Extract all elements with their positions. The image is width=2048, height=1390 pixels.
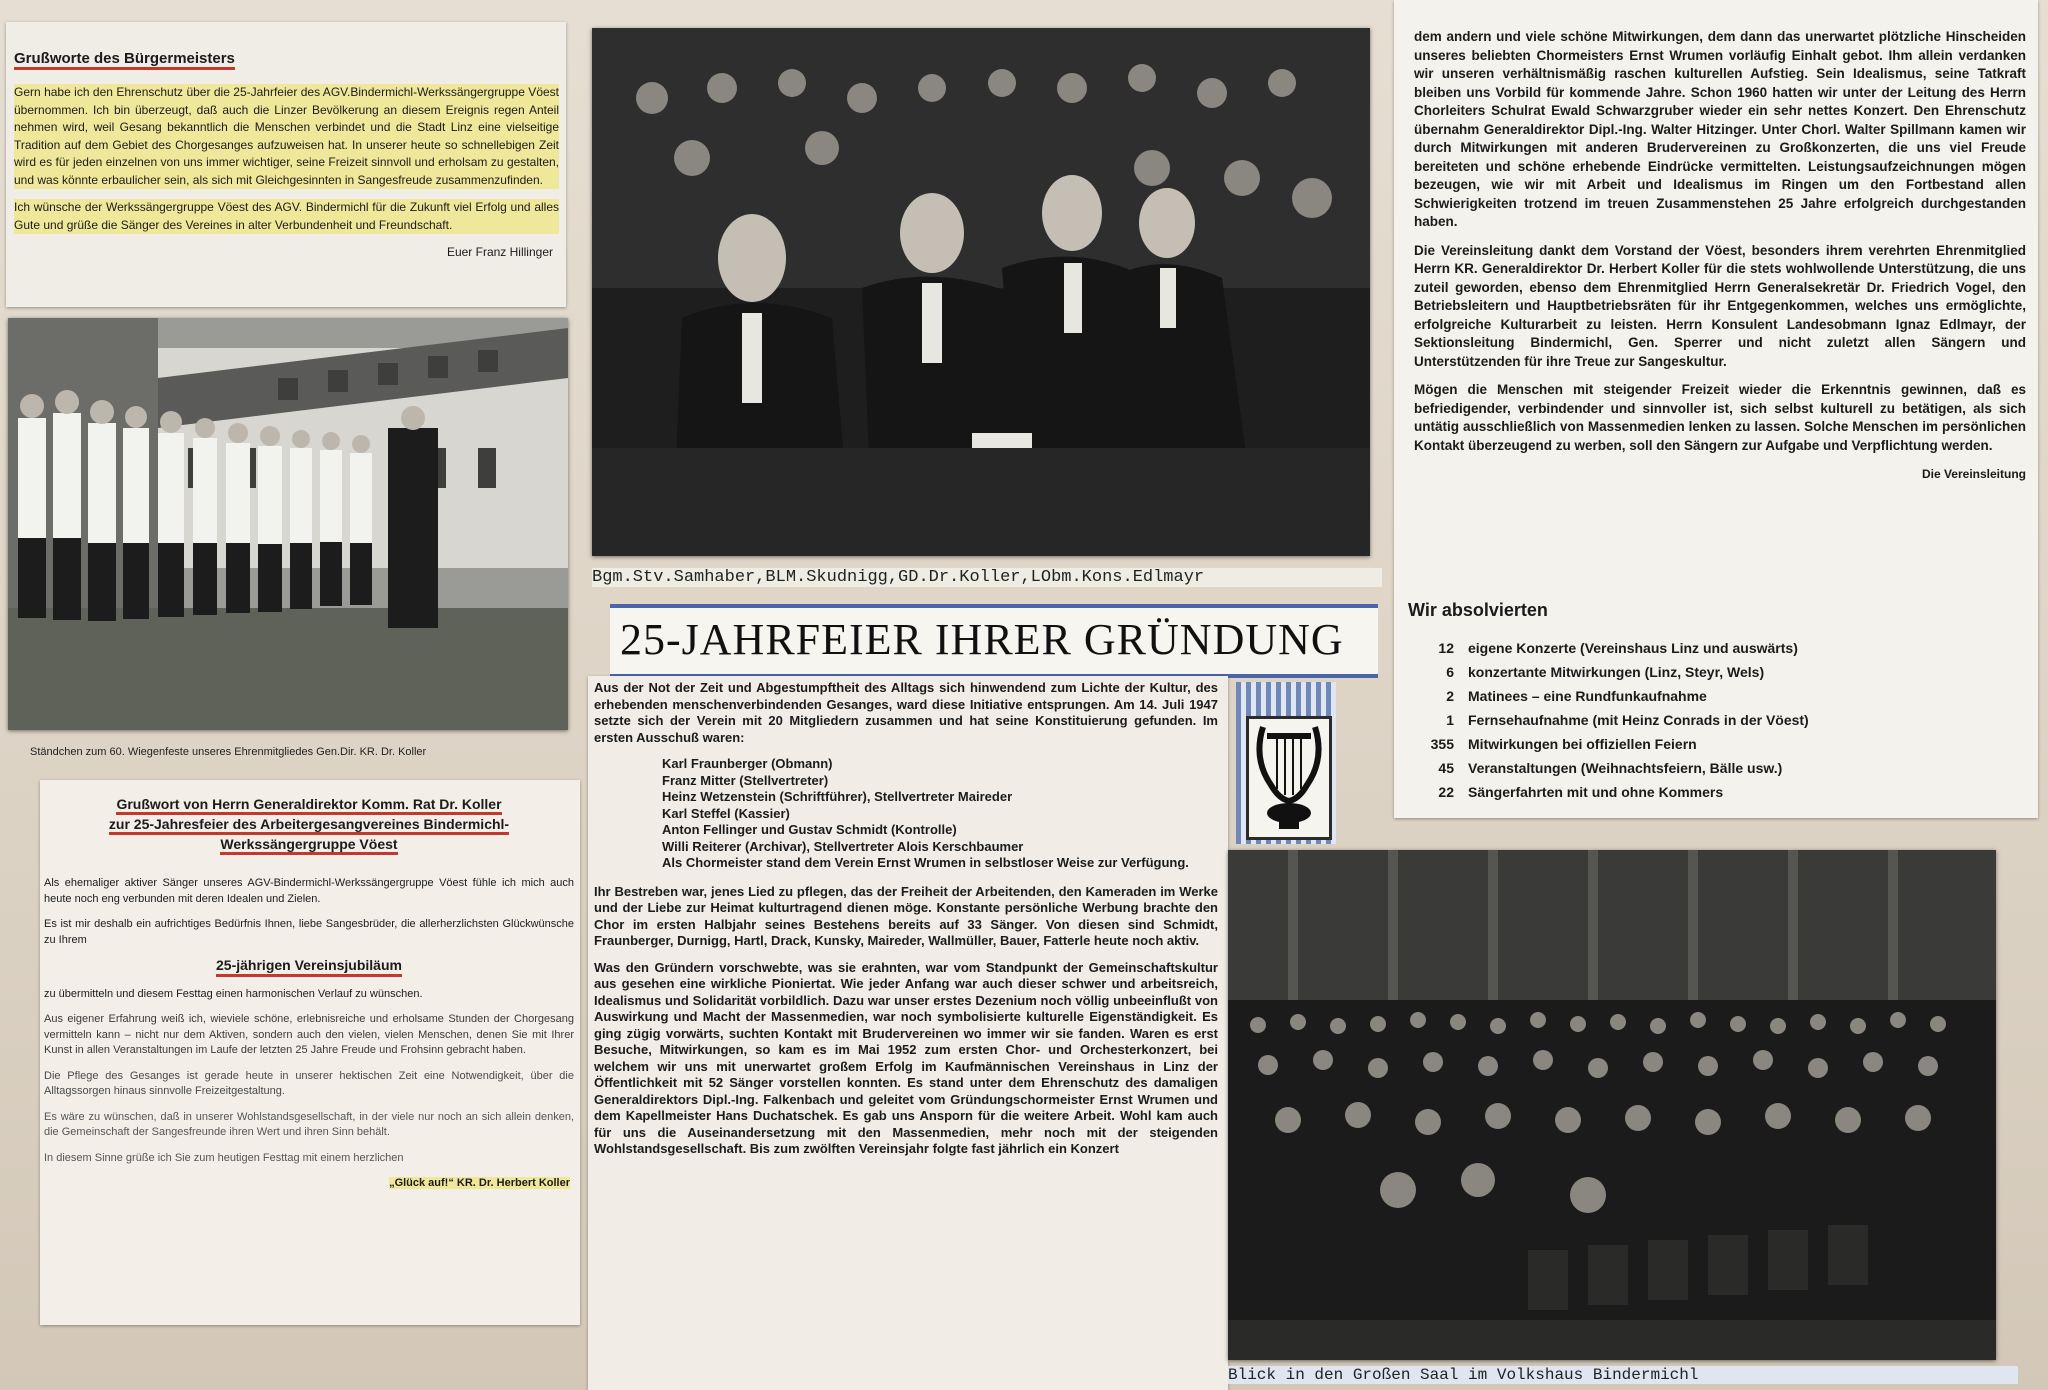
- right-paragraph-1: dem andern und viele schöne Mitwirkungen, dem dann das unerwartet plötzliche Hinscheiden unseres beliebten Chormeisters Ernst Wrumen vorläufig Einhalt gebot. Ihm allein verdanken wir unseren verhältnismäßig raschen kulturellen Aufstieg. Sein Idealismus, seine Tatkraft bleiben uns Vorbild für kommende Jahre. Schon 1960 hatten wir unter der Leitung des Herrn Chorleiters Schulrat Ewald Schwarzgruber wieder ein sehr nettes Konzert. Den Ehrenschutz übernahm Generaldirektor Dipl.-Ing. Walter Hitzinger. Unter Chorl. Walter Spillmann kamen wir durch Mitwirkungen mit anderen Brudervereinen zu Großkonzerten, die uns viel Freude bereiteten und schöne erhebende Eindrücke vermittelten. Leistungsaufzeichnungen mögen bezeugen, wie wir mit Arbeit und Idealismus im Ringen um den Fortbestand allen Schwierigkeiten trotzend im treuen Zusammenstehen 25 Jahre erfolgreich durchgestanden haben.: [1414, 29, 2026, 229]
- director-greeting-clipping: [40, 780, 580, 1325]
- committee-member: Als Chormeister stand dem Verein Ernst Wrumen in selbstloser Weise zur Verfügung.: [662, 855, 1189, 870]
- mayor-greeting-paragraph-1: Gern habe ich den Ehrenschutz über die 25-Jahrfeier des AGV.Bindermichl-Werkssängergruppe Vöest übernommen. Ich bin überzeugt, daß auch die Linzer Bevölkerung an diesem Ereignis regen Anteil nehmen wird, weil Gesang bekanntlich die Menschen verbindet und die Stadt Linz eine vielseitige Tradition auf dem Gebiet des Chorgesanges aufzuweisen hat. In unserer heute so schnellebigen Zeit wird es für jeden einzelnen von uns immer wichtiger, seine Freizeit sinnvoll und erholsam zu gestalten, und was könnte erbaulicher sein, als sich mit Gleichgesinnten in Sangesfreude zusammenzufinden.: [14, 84, 559, 189]
- history-paragraph-3: Was den Gründern vorschwebte, was sie erahnten, war vom Standpunkt der Gemeinschaftskultur aus gesehen eine wirkliche Pioniertat. Wie jeder Anfang war auch dieser schwer und arbeitsreich, Idealismus und Solidarität vorbildlich. Dazu war unser erstes Dezenium noch völlig unbeeinflußt von Auswirkung und Macht der Massenmedien, war noch symbolisierte kulturelle Eigenständigkeit. Es ging zügig vorwärts, suchten Kontakt mit Brudervereinen wo immer wir sie fanden. Waren es erst Besuche, Mitwirkungen, so kam es im Mai 1952 zum ersten Chor- und Orchesterkonzert, bei welchem wir uns mit unerwartet großem Erfolg im Kaufmännischen Vereinshaus in Linz der Öffentlichkeit mit 52 Sänger vorstellen konnten. Es stand unter dem Ehrenschutz des damaligen Generaldirektors Dipl.-Ing. Falkenbach und geleitet vom Gründungschormeister Ernst Wrumen und dem Kapellmeister Hans Duchatschek. Es gab uns Ansporn für die weitere Arbeit. Wohl kam auch für uns die Auseinandersetzung mit den Massenmedien, mehr noch mit der steigenden Wohlstandsgesellschaft. Bis zum zwölften Vereinsjahr folgte fast jährlich ein Konzert: [594, 959, 1218, 1156]
- headline: 25-JAHRFEIER IHRER GRÜNDUNG: [620, 615, 1344, 664]
- director-paragraph-2: Es ist mir deshalb ein aufrichtiges Bedürfnis Ihnen, liebe Sangesbrüder, die allerherzlichsten Glückwünsche zu Ihrem: [44, 918, 574, 946]
- committee-member: Anton Fellinger und Gustav Schmidt (Kontrolle): [662, 822, 957, 837]
- achievement-item: 12 eigene Konzerte (Vereinshaus Linz und auswärts): [1438, 640, 1798, 656]
- mayor-greeting-paragraph-2: Ich wünsche der Werkssängergruppe Vöest des AGV. Bindermichl für die Zukunft viel Erfolg und alles Gute und grüße die Sänger des Vereines in alter Verbundenheit und Freundschaft.: [14, 199, 559, 234]
- achievement-item: 1 Fernsehaufnahme (mit Heinz Conrads in der Vöest): [1446, 712, 1809, 728]
- achievements-title: Wir absolvierten: [1408, 600, 1548, 620]
- mayor-greeting-title: Grußworte des Bürgermeisters: [14, 50, 235, 70]
- director-paragraph-6: Es wäre zu wünschen, daß in unserer Wohlstandsgesellschaft, in der viele nur noch an sich allein denken, die Gemeinschaft der Sangesfreunde ihren Wert und ihren Sinn behält.: [44, 1110, 574, 1138]
- director-paragraph-3: zu übermitteln und diesem Festtag einen harmonischen Verlauf zu wünschen.: [44, 987, 423, 1000]
- director-paragraph-5: Die Pflege des Gesanges ist gerade heute in unserer hektischen Zeit eine Notwendigkeit, über die Alltagssorgen hinaus sinnvolle Freizeitgestaltung.: [44, 1069, 574, 1097]
- photo-honorary-guests: [592, 28, 1370, 556]
- headline-box: [610, 604, 1378, 678]
- right-article: [1394, 0, 2038, 818]
- history-intro: Aus der Not der Zeit und Abgestumpftheit des Alltags sich hinwendend zum Lichte der Kultur, des erhebenden menschenverbindenden Gesanges, ward diese Initiative entsprungen. Am 14. Juli 1947 setzte sich der Verein mit 20 Mitgliedern zusammen und hat seine Konstituierung gefunden. Im ersten Ausschuß waren:: [594, 680, 1218, 745]
- achievement-item: 2 Matinees – eine Rundfunkaufnahme: [1446, 688, 1707, 704]
- committee-list: [594, 756, 1218, 872]
- committee-member: Karl Fraunberger (Obmann): [662, 756, 833, 771]
- achievement-item: 45 Veranstaltungen (Weihnachtsfeiern, Bälle usw.): [1438, 760, 1783, 776]
- right-paragraph-2: Die Vereinsleitung dankt dem Vorstand der Vöest, besonders ihrem verehrten Ehrenmitglied Herrn KR. Generaldirektor Dr. Herbert Koller für die stets wohlwollende Unterstützung, die uns zuteil geworden, ebenso dem Ehrenmitglied Herrn Generalsekretär Dr. Friedrich Vogel, den Betriebsleitern und Hauptbetriebsräten für ihr Entgegenkommen, welches uns ermöglichte, erfolgreiche Kulturarbeit zu leisten. Herrn Konsulent Landesobmann Ignaz Edlmayr, der Sektionsleitung Bindermichl, Gen. Sperrer und nicht zuletzt allen Sängern und Unterstützenden für ihre Treue zur Sangeskultur.: [1414, 242, 2026, 369]
- achievement-item: 6 konzertante Mitwirkungen (Linz, Steyr, Wels): [1446, 664, 1765, 680]
- committee-member: Heinz Wetzenstein (Schriftführer), Stellvertreter Maireder: [662, 789, 1013, 804]
- director-signature: „Glück auf!“ KR. Dr. Herbert Koller: [389, 1177, 570, 1189]
- committee-member: Franz Mitter (Stellvertreter): [662, 772, 829, 788]
- history-article: [588, 676, 1228, 1390]
- achievements-list: [1394, 636, 1994, 804]
- photo-guests-caption: Bgm.Stv.Samhaber,BLM.Skudnigg,GD.Dr.Koller,LObm.Kons.Edlmayr: [592, 568, 1382, 587]
- committee-member: Karl Steffel (Kassier): [662, 805, 790, 821]
- photo-concert-hall: [1228, 850, 1996, 1360]
- director-jubilee-heading: 25-jährigen Vereinsjubiläum: [44, 958, 574, 977]
- lyre-emblem-icon: [1246, 716, 1332, 840]
- photo-choir-serenade: [8, 318, 568, 730]
- photo-hall-caption: Blick in den Großen Saal im Volkshaus Bindermichl: [1228, 1366, 2018, 1384]
- director-paragraph-1: Als ehemaliger aktiver Sänger unseres AGV-Bindermichl-Werkssängergruppe Vöest fühle ich mich auch heute noch eng verbunden mit deren Idealen und Zielen.: [44, 877, 574, 905]
- right-signature: Die Vereinsleitung: [1921, 467, 2026, 481]
- photo-choir-caption: Ständchen zum 60. Wiegenfeste unseres Ehrenmitgliedes Gen.Dir. KR. Dr. Koller: [30, 746, 427, 758]
- mayor-greeting-clipping: [6, 22, 566, 307]
- director-paragraph-7: In diesem Sinne grüße ich Sie zum heutigen Festtag mit einem herzlichen: [44, 1151, 404, 1164]
- achievement-item: 22 Sängerfahrten mit und ohne Kommers: [1438, 784, 1724, 800]
- committee-member: Willi Reiterer (Archivar), Stellvertreter Alois Kerschbaumer: [662, 838, 1024, 854]
- director-greeting-title: Grußwort von Herrn Generaldirektor Komm. Rat Dr. Koller zur 25-Jahresfeier des Arbeitergesangvereines Bindermichl- Werkssängergruppe Vöest: [54, 794, 564, 854]
- achievement-item: 355 Mitwirkungen bei offiziellen Feiern: [1430, 736, 1697, 752]
- director-paragraph-4: Aus eigener Erfahrung weiß ich, wieviele schöne, erlebnisreiche und erholsame Stunden der Chorgesang vermitteln kann – nicht nur dem Aktiven, sondern auch den vielen, vielen Menschen, denen Sie mit Ihrer Kunst in allen Veranstaltungen im Laufe der letzten 25 Jahre Freude und Frohsinn gebracht haben.: [44, 1013, 574, 1056]
- mayor-signature: Euer Franz Hillinger: [446, 245, 553, 259]
- right-paragraph-3: Mögen die Menschen mit steigender Freizeit wieder die Erkenntnis gewinnen, daß es befriedigender, verbindender und sinnvoller ist, sich selbst kulturell zu betätigen, als sich untätig ausschließlich von Massenmedien lenken zu lassen. Solche Menschen im persönlichen Kontakt überzeugend zu werben, soll den Sängern zur Aufgabe und Verpflichtung werden.: [1414, 382, 2026, 453]
- history-paragraph-2: Ihr Bestreben war, jenes Lied zu pflegen, das der Freiheit der Arbeitenden, den Kameraden im Werke und der Liebe zur Heimat kulturtragend dienen möge. Konstante persönliche Werbung brachte den Chor im ersten Halbjahr seines Bestehens bereits auf 33 Sänger. Von diesen sind Schmidt, Fraunberger, Durnigg, Hartl, Drack, Kunsky, Maireder, Wallmüller, Bauer, Fatterle heute noch aktiv.: [594, 883, 1218, 948]
